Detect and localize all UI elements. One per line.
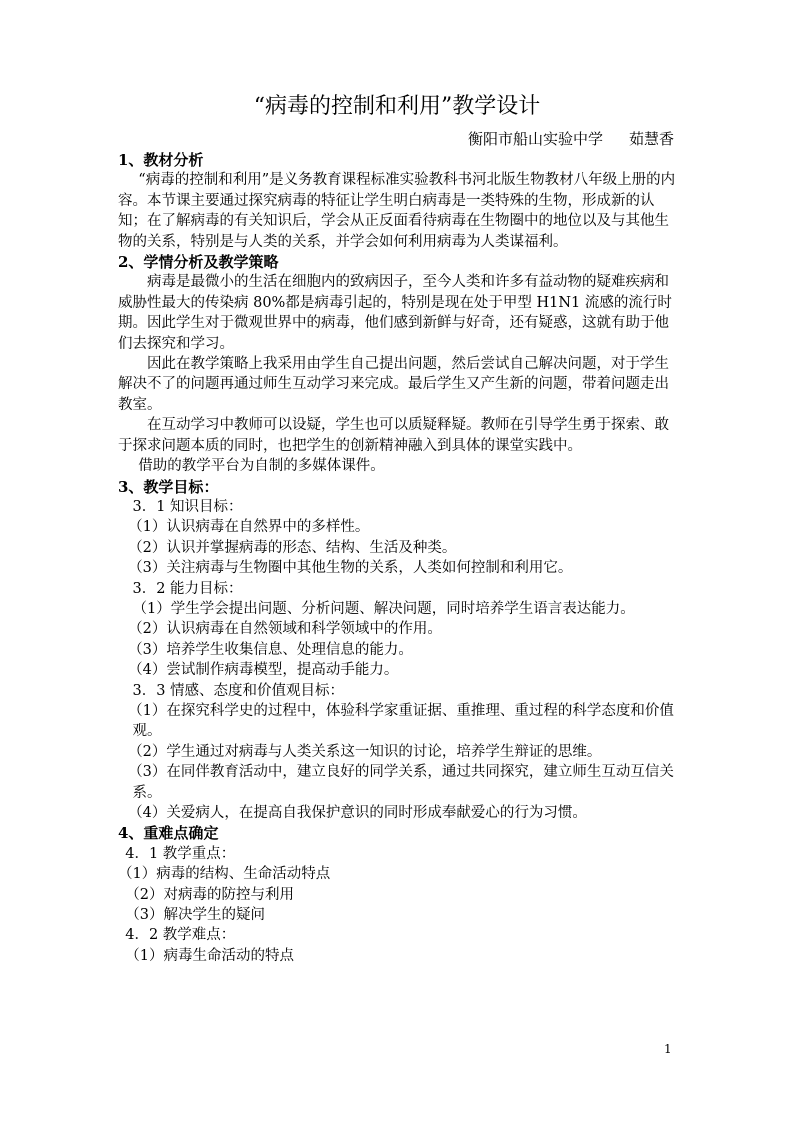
author-line (468, 129, 674, 149)
section-heading-3: 3、教学目标： (118, 477, 219, 496)
list-item: （2）认识病毒在自然领域和科学领域中的作用。 (128, 621, 442, 638)
paragraph: 因此在教学策略上我采用由学生自己提出问题，然后尝试自己解决问题，对于学生解决不了的问题再通过师生互动学习来完成。最后学生又产生新的问题，带着问题走出教室。 (118, 356, 669, 413)
paragraph: 借助的教学平台为自制的多媒体课件。 (138, 458, 385, 475)
school-name: 衡阳市船山实验中学 (467, 130, 603, 148)
list-item: （2）对病毒的防控与利用 (125, 886, 294, 903)
list-item: （3）关注病毒与生物圈中其他生物的关系，人类如何控制和利用它。 (128, 560, 573, 577)
list-item: （3）解决学生的疑问 (125, 907, 265, 924)
section-heading-1: 1、教材分析 (118, 151, 204, 169)
document-body (118, 150, 678, 966)
paragraph: 病毒是最微小的生活在细胞内的致病因子，至今人类和许多有益动物的疑难疾病和威胁性最大的传染病 80%都是病毒引起的，特别是现在处于甲型 H1N1 流感的流行时期。因此学生对于微观世界中的病毒，他们感到新鲜与好奇，还有疑惑，这就有助于他们去探究和学习。 (118, 274, 672, 352)
list-item: （1）在探究科学史的过程中，体验科学家重证据、重推理、重过程的科学态度和价值观。 (128, 702, 674, 740)
paragraph: “病毒的控制和利用”是义务教育课程标准实验教科书河北版生物教材八年级上册的内容。本节课主要通过探究病毒的特征让学生明白病毒是一类特殊的生物，形成新的认知；在了解病毒的有关知识后，学会从正反面看待病毒在生物圈中的地位以及与其他生物的关系，特别是与人类的关系，并学会如何利用病毒为人类谋福利。 (118, 172, 676, 250)
list-item: （3）培养学生收集信息、处理信息的能力。 (128, 641, 413, 658)
subheading: 3．2 能力目标： (132, 580, 243, 597)
list-item: （1）病毒生命活动的特点 (125, 947, 294, 964)
section-heading-4: 4、重难点确定 (118, 824, 219, 843)
list-item: （4）关爱病人，在提高自我保护意识的同时形成奉献爱心的行为习惯。 (128, 805, 587, 821)
subheading: 4．1 教学重点： (125, 845, 236, 862)
subheading: 4．2 教学难点： (125, 927, 236, 944)
paragraph: 在互动学习中教师可以设疑，学生也可以质疑释疑。教师在引导学生勇于探索、敢于探求问题本质的同时，也把学生的创新精神融入到具体的课堂实践中。 (118, 417, 669, 454)
subheading: 3．3 情感、态度和价值观目标： (132, 682, 345, 699)
list-item: （2）认识并掌握病毒的形态、结构、生活及种类。 (128, 539, 457, 556)
list-item: （1）认识病毒在自然界中的多样性。 (128, 519, 370, 536)
list-item: （4）尝试制作病毒模型，提高动手能力。 (128, 662, 399, 679)
document-title: “病毒的控制和利用”教学设计 (253, 94, 541, 119)
list-item: （1）病毒的结构、生命活动特点 (118, 866, 331, 883)
section-heading-2: 2、学情分析及教学策略 (118, 253, 279, 272)
list-item: （1）学生学会提出问题、分析问题、解决问题，同时培养学生语言表达能力。 (132, 600, 635, 617)
subheading: 3．1 知识目标： (132, 498, 243, 515)
page-number: 1 (664, 1042, 672, 1056)
author-name: 茹慧香 (628, 130, 674, 148)
list-item: （3）在同伴教育活动中，建立良好的同学关系，通过共同探究，建立师生互动互信关系。 (128, 764, 674, 801)
list-item: （2）学生通过对病毒与人类关系这一知识的讨论，培养学生辩证的思维。 (128, 743, 602, 760)
